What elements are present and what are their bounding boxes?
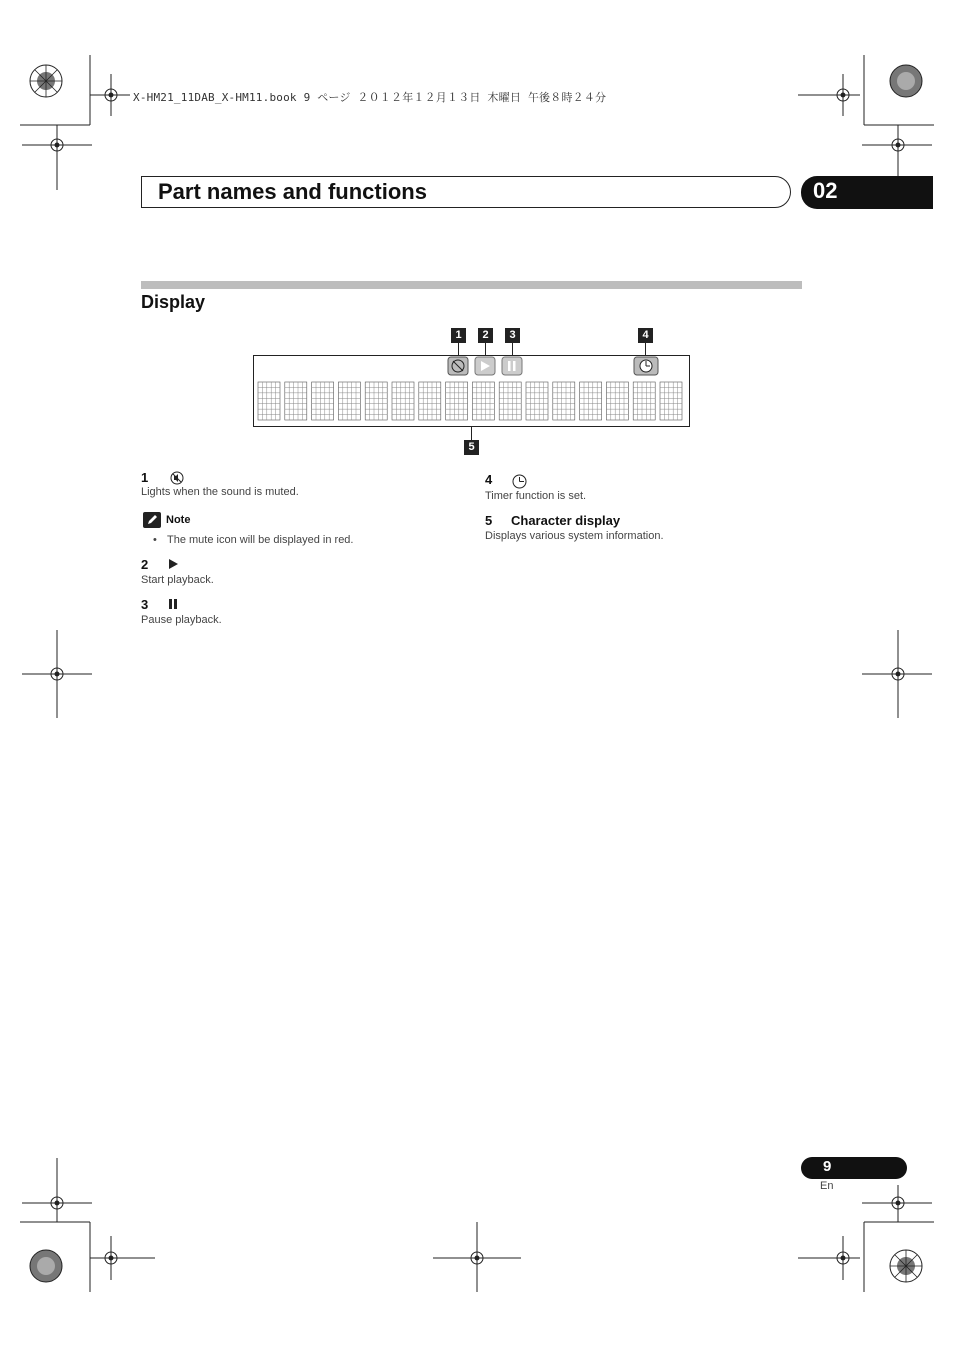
item-5-heading: Character display [511,513,621,528]
character-cell [660,382,682,420]
page-number-badge [801,1157,907,1179]
item-1-description: Lights when the sound is muted. [141,486,299,498]
item-2-number: 2 [141,557,149,572]
display-panel-diagram [252,342,692,442]
character-cell [419,382,441,420]
character-cell [606,382,628,420]
page-number: 9 [823,1158,832,1175]
item-5-number: 5 [485,513,493,528]
callout-1: 1 [451,328,466,343]
character-cell [338,382,360,420]
callout-5: 5 [464,440,479,455]
pause-icon [169,599,179,609]
callout-2: 2 [478,328,493,343]
character-cell [580,382,602,420]
section-divider [141,281,802,289]
character-cell [258,382,280,420]
character-cell [526,382,548,420]
character-cell [472,382,494,420]
file-meta-header: X-HM21_11DAB_X-HM11.book 9 ページ ２０１２年１２月１３日 木曜日 午後８時２４分 [133,91,607,104]
note-text: The mute icon will be displayed in red. [167,534,354,546]
character-cell [365,382,387,420]
timer-icon [512,474,527,489]
note-label: Note [166,514,191,526]
chapter-number: 02 [813,178,838,203]
character-cell [553,382,575,420]
item-1-number: 1 [141,470,149,485]
title-bar [141,176,791,208]
note-bullet: • [153,534,157,546]
character-cell [285,382,307,420]
mute-icon [170,471,184,485]
language-label: En [820,1180,834,1192]
character-cell [499,382,521,420]
page-title: Part names and functions [158,179,427,204]
section-title: Display [141,292,206,312]
play-icon [169,559,179,569]
item-5-description: Displays various system information. [485,530,664,542]
item-2-description: Start playback. [141,574,214,586]
callout-4: 4 [638,328,653,343]
character-cell [633,382,655,420]
character-cell [392,382,414,420]
item-3-number: 3 [141,597,149,612]
note-pencil-icon [143,512,161,528]
item-4-description: Timer function is set. [485,490,587,502]
character-cell [446,382,468,420]
item-4-number: 4 [485,472,493,487]
callout-3: 3 [505,328,520,343]
character-cell [312,382,334,420]
chapter-badge [801,176,933,209]
item-3-description: Pause playback. [141,614,222,626]
